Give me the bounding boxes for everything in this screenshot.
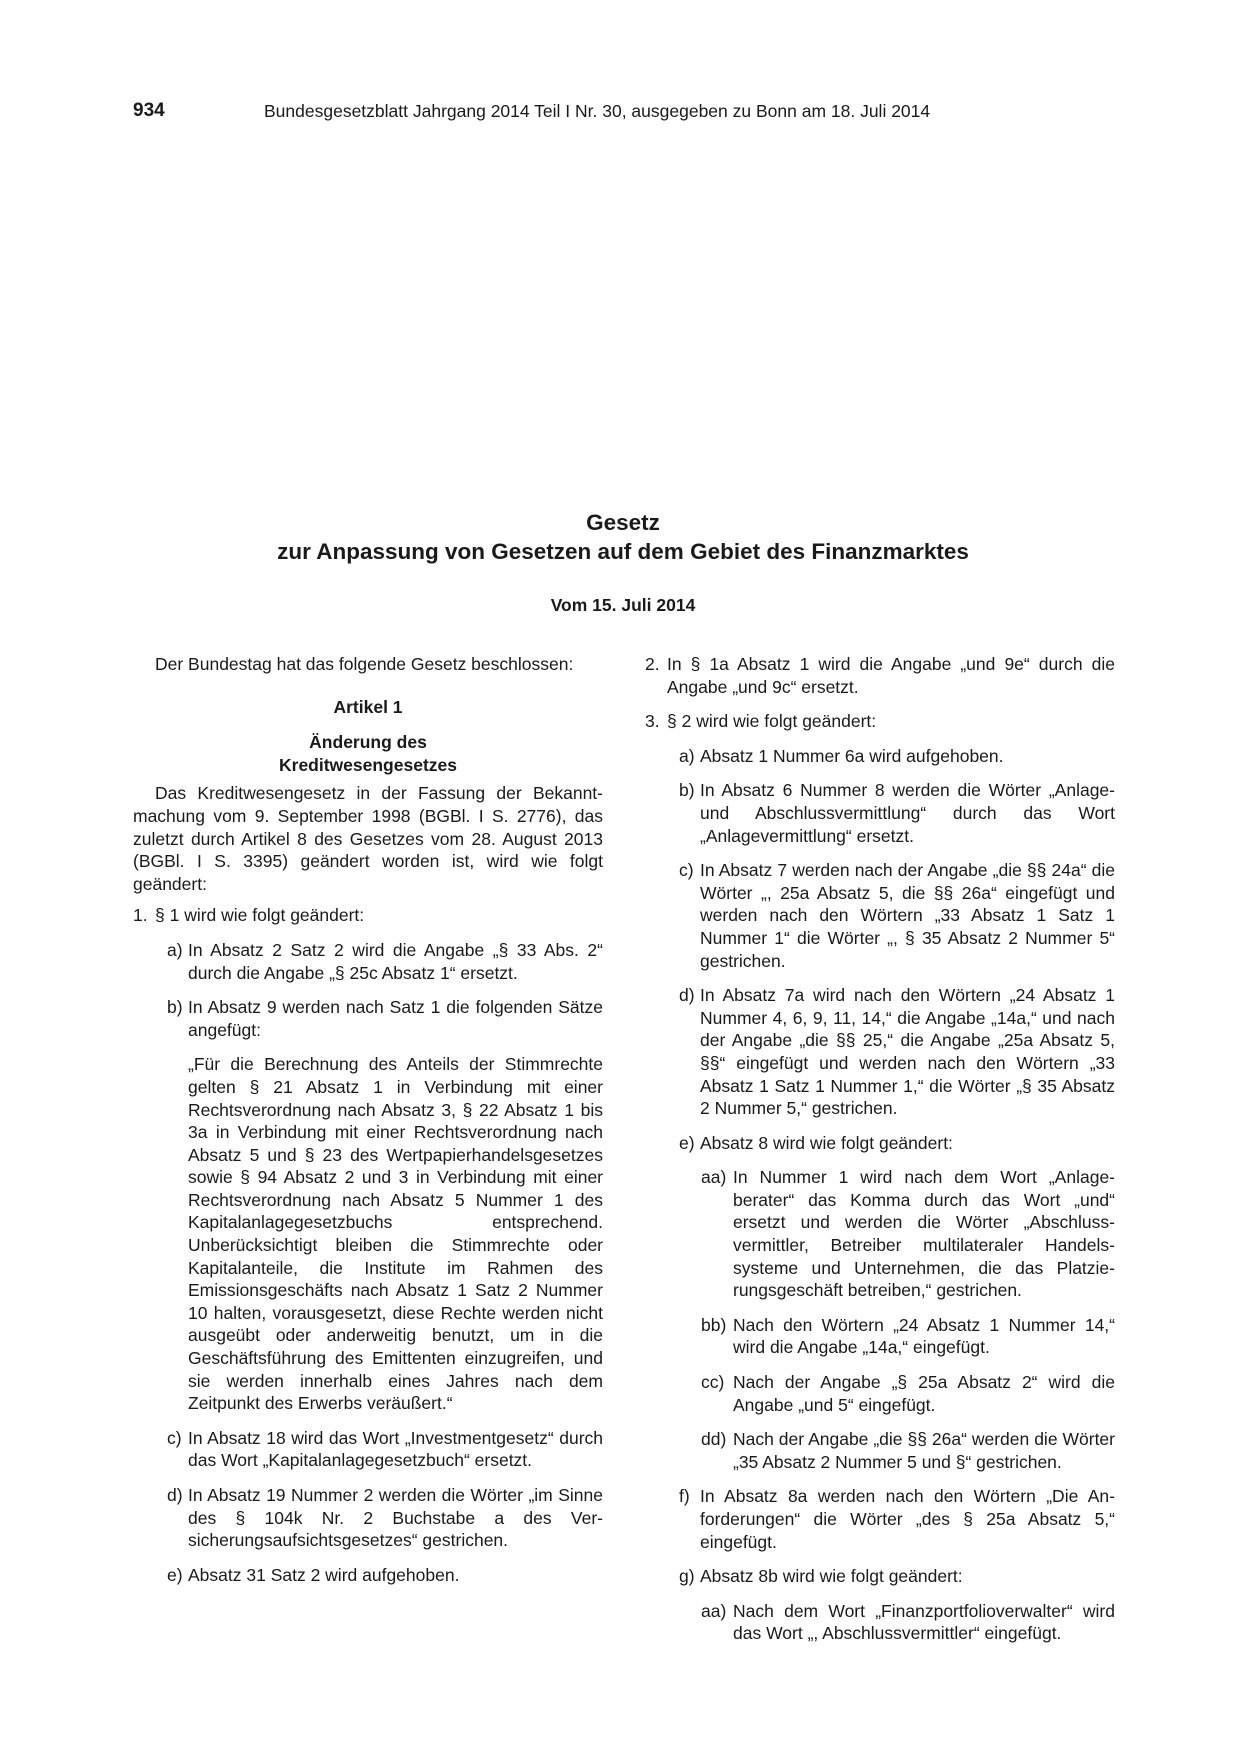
law-date: Vom 15. Juli 2014: [550, 595, 696, 615]
list-item-text: In Absatz 6 Nummer 8 werden die Wörter „Anlage- und Abschlussvermittlung“ durch das Wort „Anlagevermittlung“ ersetzt.: [700, 780, 1115, 846]
page-number: 934: [133, 100, 165, 121]
list-item-3e-bb: [645, 1314, 1115, 1359]
list-item-text: In Absatz 9 werden nach Satz 1 die folgenden Sätze angefügt:: [188, 997, 603, 1040]
list-item-text: In Absatz 7a wird nach den Wörtern „24 Absatz 1 Nummer 4, 6, 9, 11, 14,“ die Angabe „14a,“ und nach der Angabe „die §§ 25,“ die Angabe „25a Absatz 5, §§“ eingefügt und werden nach den Wörtern „33 Absatz 1 Satz 1 Nummer 1,“ die Wörter „§ 35 Absatz 2 Nummer 5,“ gestrichen.: [700, 985, 1115, 1119]
list-item-text: Absatz 8 wird wie folgt geändert:: [700, 1132, 953, 1153]
list-item-label: aa): [701, 1600, 727, 1621]
list-item-label: f): [679, 1486, 690, 1507]
law-title-block: [133, 508, 1113, 616]
list-item-label: dd): [701, 1429, 727, 1450]
list-item-label: e): [167, 1564, 183, 1585]
list-item-3d: [645, 984, 1115, 1120]
list-item-label: e): [679, 1132, 695, 1153]
list-item-text: In § 1a Absatz 1 wird die Angabe „und 9e“ durch die Angabe „und 9c“ ersetzt.: [667, 654, 1115, 697]
list-item-text: § 1 wird wie folgt geändert:: [155, 905, 365, 926]
list-item-text: Absatz 1 Nummer 6a wird aufgehoben.: [700, 745, 1004, 766]
list-item-1e: [133, 1564, 603, 1587]
list-item-text: Nach den Wörtern „24 Absatz 1 Nummer 14,“ wird die Angabe „14a,“ eingefügt.: [733, 1314, 1115, 1358]
list-item-text: § 2 wird wie folgt geändert:: [667, 711, 877, 732]
list-item-3: [645, 710, 1115, 733]
list-item-3c: [645, 859, 1115, 972]
article-title: [133, 731, 603, 776]
list-item-text: Absatz 31 Satz 2 wird aufgehoben.: [188, 1564, 460, 1585]
list-item-1: [133, 904, 603, 927]
list-item-text: In Absatz 7 werden nach der Angabe „die §§ 24a“ die Wörter „, 25a Absatz 5, die §§ 26a“ eingefügt und werden nach den Wörtern „33 Absatz 1 Satz 1 Nummer 1“ die Wörter „, § 35 Absatz 2 Nummer 5“ gestrichen.: [700, 860, 1115, 971]
list-item-3e-aa: [645, 1166, 1115, 1302]
law-title-line1: Gesetz: [586, 510, 660, 535]
list-item-3g: [645, 1565, 1115, 1588]
list-item-label: 3.: [645, 711, 660, 732]
article-heading: Artikel 1: [333, 696, 403, 717]
list-item-3e-dd: [645, 1428, 1115, 1473]
running-title: Bundesgesetzblatt Jahrgang 2014 Teil I Nr. 30, ausgegeben zu Bonn am 18. Juli 2014: [264, 101, 931, 121]
list-item-3e: [645, 1132, 1115, 1155]
list-item-text: Nach dem Wort „Finanzportfolioverwalter“ wird das Wort „, Abschlussvermittler“ eingefügt.: [733, 1600, 1115, 1644]
list-item-label: c): [679, 860, 694, 881]
list-item-label: cc): [701, 1372, 725, 1393]
inserted-quote: [133, 1053, 603, 1415]
article-title-line2: Kreditwesengesetzes: [279, 754, 457, 775]
list-item-text: Nach der Angabe „die §§ 26a“ werden die Wörter „35 Absatz 2 Nummer 5 und §“ gestrichen.: [733, 1429, 1115, 1472]
list-item-label: 2.: [645, 654, 660, 674]
list-item-text: In Absatz 8a werden nach den Wörtern „Die Anforderungen“ die Wörter „des § 25a Absatz 5,“ eingefügt.: [700, 1486, 1115, 1552]
list-item-3f: [645, 1485, 1115, 1553]
list-item-label: c): [167, 1427, 182, 1448]
list-item-3b: [645, 779, 1115, 847]
list-item-label: b): [167, 997, 183, 1018]
list-item-1c: [133, 1427, 603, 1472]
list-item-label: d): [167, 1485, 183, 1505]
list-item-label: g): [679, 1566, 695, 1587]
list-item-1b: [133, 996, 603, 1041]
list-item-1a: [133, 939, 603, 984]
list-item-text: In Nummer 1 wird nach dem Wort „Anlageberater“ das Komma durch das Wort „und“ ersetzt und werden die Wörter „Abschlussvermittler, Betreiber multilateraler Handelssysteme und Unternehmen, die das Platzierungsgeschäft betreiben,“ gestrichen.: [733, 1167, 1115, 1301]
list-item-label: d): [679, 985, 695, 1006]
list-item-text: Nach der Angabe „§ 25a Absatz 2“ wird die Angabe „und 5“ eingefügt.: [733, 1372, 1115, 1415]
list-item-1d: [133, 1484, 603, 1552]
list-item-label: 1.: [133, 905, 148, 926]
list-item-label: b): [679, 780, 695, 801]
list-item-2: [645, 653, 1115, 698]
list-item-text: In Absatz 18 wird das Wort „Investmentgesetz“ durch das Wort „Kapitalanlagegesetzbuch“ ersetzt.: [188, 1427, 603, 1471]
list-item-label: a): [679, 745, 695, 766]
list-item-label: bb): [701, 1314, 727, 1335]
list-item-label: a): [167, 939, 183, 960]
enactment-clause: Der Bundestag hat das folgende Gesetz beschlossen:: [155, 654, 574, 674]
list-item-3a: [645, 745, 1115, 768]
quote-text: „Für die Berechnung des Anteils der Stimmrechte gelten § 21 Absatz 1 in Verbindung mit einer Rechtsverordnung nach Absatz 3, § 22 Absatz 1 bis 3a in Verbindung mit einer Rechtsverordnung nach Absatz 5 und § 23 des Wertpapierhandelsgesetzes sowie § 94 Absatz 2 und 3 in Verbindung mit einer Rechtsverordnung nach Absatz 5 Nummer 1 des Kapitalanlagegesetzbuchs entsprechend. Unberücksichtigt bleiben die Stimmrechte oder Kapitalanteile, die Institute im Rahmen des Emissionsgeschäfts nach Absatz 1 Satz 2 Nummer 10 halten, vorausgesetzt, diese Rechte werden nicht ausgeübt oder anderweitig benutzt, um in die Geschäftsführung des Emittenten einzugreifen, und sie werden innerhalb eines Jahres nach dem Zeitpunkt des Erwerbs veräußert.“: [188, 1054, 603, 1414]
right-column: [645, 653, 1115, 1645]
article-intro: Das Kreditwesengesetz in der Fassung der Bekanntmachung vom 9. September 1998 (BGBl. I S. 2776), das zuletzt durch Artikel 8 des Gesetzes vom 28. August 2013 (BGBl. I S. 3395) geändert worden ist, wird wie folgt geändert:: [133, 783, 603, 894]
list-item-text: In Absatz 19 Nummer 2 werden die Wörter „im Sinne des § 104k Nr. 2 Buchstabe a des Versicherungsaufsichtsgesetzes“ gestrichen.: [188, 1485, 603, 1551]
article-title-line1: Änderung des: [309, 732, 427, 753]
law-title-line2: zur Anpassung von Gesetzen auf dem Gebiet des Finanzmarktes: [277, 539, 969, 564]
list-item-3g-aa: [645, 1600, 1115, 1645]
list-item-label: aa): [701, 1167, 727, 1188]
list-item-text: Absatz 8b wird wie folgt geändert:: [700, 1566, 963, 1587]
list-item-3e-cc: [645, 1371, 1115, 1416]
list-item-text: In Absatz 2 Satz 2 wird die Angabe „§ 33 Abs. 2“ durch die Angabe „§ 25c Absatz 1“ ersetzt.: [188, 939, 603, 983]
left-column: [133, 653, 603, 1586]
